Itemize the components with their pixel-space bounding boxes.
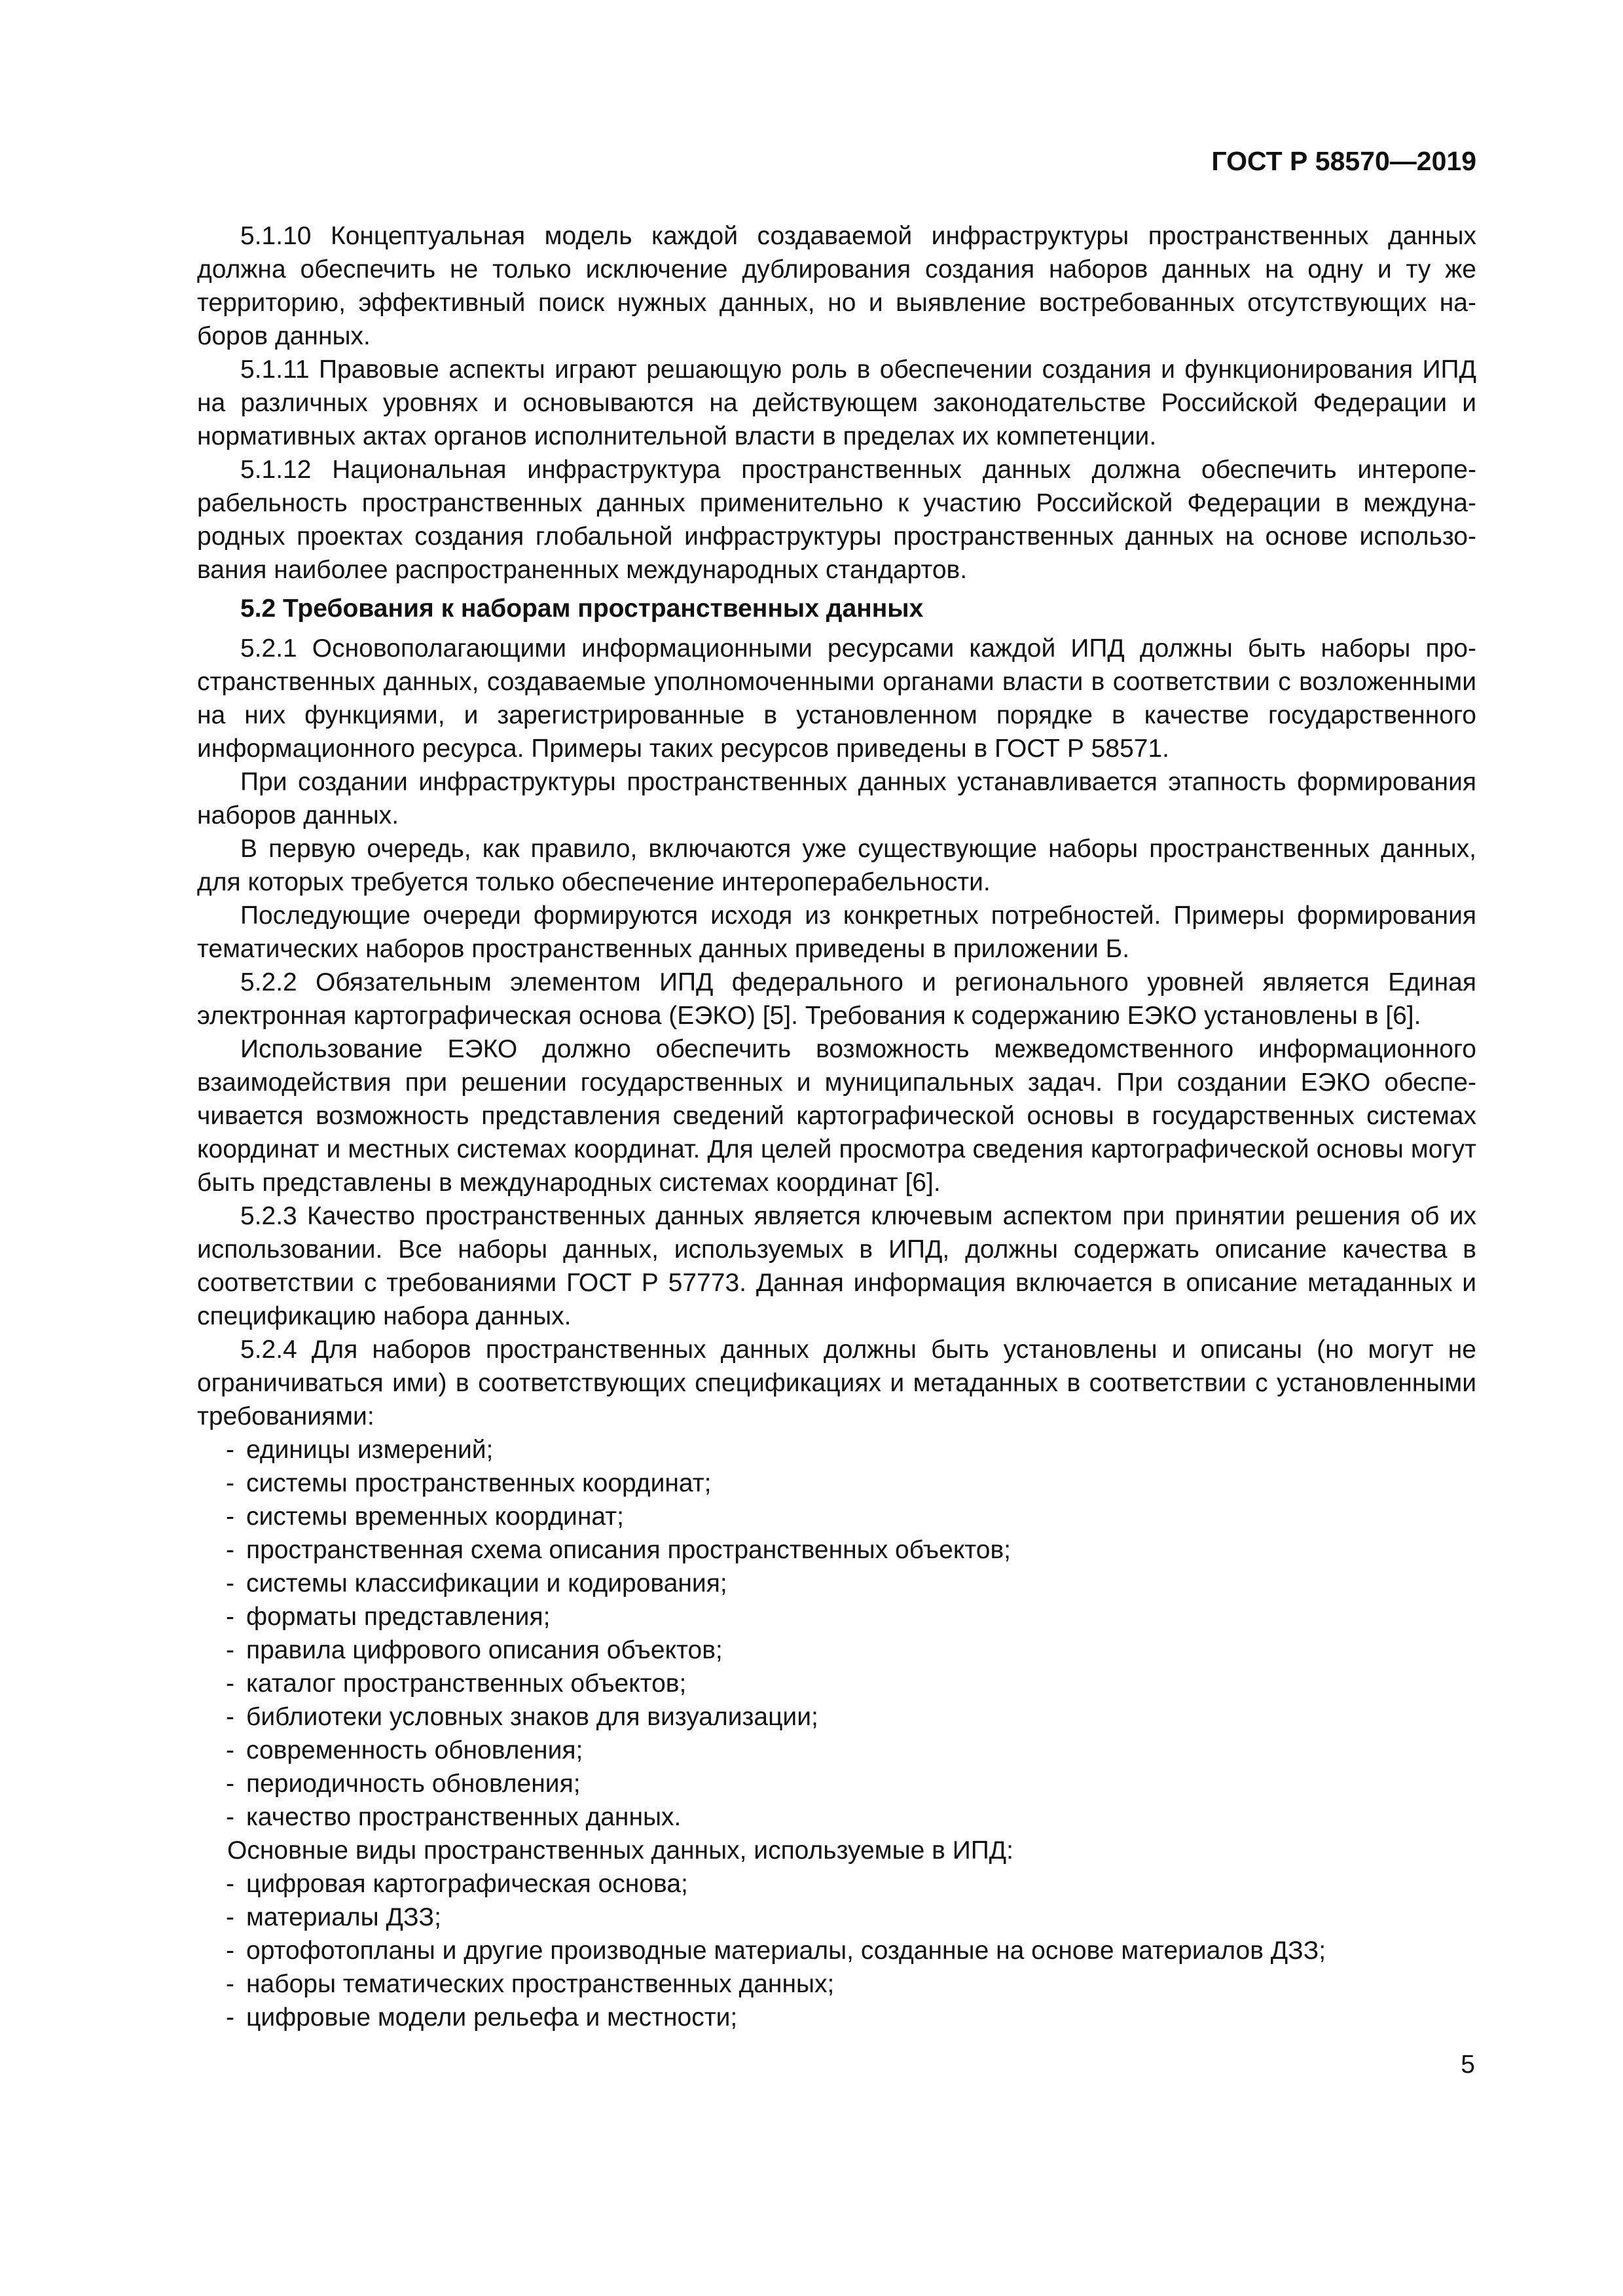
paragraph-5-1-12: 5.1.12 Национальная инфраструктура пространственных данных должна обеспечить интероперабельность пространственных данных применительно к участию Российской Федерации в международных проектах создания глобальной инфраструктуры пространственных данных на основе использования наиболее распространенных международных стандартов. [197,456,1476,584]
list-item: - пространственная схема описания пространственных объектов; [197,1533,1476,1567]
requirements-list [197,1433,1476,1834]
paragraph-5-2-2: 5.2.2 Обязательным элементом ИПД федерального и регионального уровней является Единая электронная картографическая основа (ЕЭКО) [5]. Требования к содержанию ЕЭКО установлены в [6]. [197,968,1476,1030]
list-item: - материалы ДЗЗ; [197,1901,1476,1934]
dash-bullet: - [226,1636,234,1664]
dash-bullet: - [226,1870,234,1898]
paragraph-5-2-4: 5.2.4 Для наборов пространственных данных должны быть установлены и описаны (но могут не ограничиваться ими) в соответствующих спецификациях и метаданных в соответствии с установленными требованиями: [197,1336,1476,1430]
list-item: - правила цифрового описания объектов; [197,1633,1476,1667]
list-item: - ортофотопланы и другие производные материалы, созданные на основе материалов ДЗЗ; [197,1934,1476,1967]
paragraph-5-2-1: 5.2.1 Основополагающими информационными ресурсами каждой ИПД должны быть наборы пространственных данных, создаваемые уполномоченными органами власти в соответствии с возложенными на них функциями, и зарегистрированные в установленном порядке в качестве государственного информационного ресурса. Примеры таких ресурсов приведены в ГОСТ Р 58571. [197,634,1476,763]
dash-bullet: - [226,1669,234,1698]
document-number-header: ГОСТ Р 58570—2019 [1211,146,1476,176]
page-number: 5 [1461,2050,1475,2079]
list-item: - системы временных координат; [197,1500,1476,1533]
list-item: - цифровые модели рельефа и местности; [197,2001,1476,2034]
paragraph-data-types-intro: Основные виды пространственных данных, используемые в ИПД: [227,1836,1014,1865]
dash-bullet: - [226,1503,234,1531]
list-item: - наборы тематических пространственных данных; [197,1967,1476,2001]
paragraph-5-2-3: 5.2.3 Качество пространственных данных является ключевым аспектом при принятии решения об их использовании. Все наборы данных, используемых в ИПД, должны содержать описание качества в соответствии с требованиями ГОСТ Р 57773. Данная информация включается в описание метаданных и спецификацию набора данных. [197,1202,1476,1330]
list-item: - каталог пространственных объектов; [197,1667,1476,1700]
list-item: - системы классификации и кодирования; [197,1567,1476,1600]
paragraph-5-1-10: 5.1.10 Концептуальная модель каждой создаваемой инфраструктуры пространственных данных должна обеспечить не только исключение дублирования создания наборов данных на одну и ту же территорию, эффективный поиск нужных данных, но и выявление востребованных отсутствующих наборов данных. [197,222,1476,350]
section-heading-5-2: 5.2 Требования к наборам пространственных данных [240,594,924,623]
paragraph-5-1-11: 5.1.11 Правовые аспекты играют решающую роль в обеспечении создания и функционирования ИПД на различных уровнях и основываются на действующем законодательстве Российской Федерации и нормативных актах органов исполнительной власти в пределах их компетенции. [197,355,1476,450]
data-types-list [197,1867,1476,2034]
list-item: - системы пространственных координат; [197,1467,1476,1500]
dash-bullet: - [226,1803,234,1831]
list-item: - библиотеки условных знаков для визуализации; [197,1700,1476,1734]
paragraph-staging: При создании инфраструктуры пространственных данных устанавливается этапность формирования наборов данных. [197,768,1476,829]
paragraph-first-stage: В первую очередь, как правило, включаются уже существующие наборы пространственных данных, для которых требуется только обеспечение интероперабельности. [197,835,1476,896]
dash-bullet: - [226,1736,234,1764]
list-item: - форматы представления; [197,1600,1476,1633]
list-item: - качество пространственных данных. [197,1800,1476,1834]
dash-bullet: - [226,1937,234,1965]
dash-bullet: - [226,1703,234,1731]
list-item: - современность обновления; [197,1734,1476,1767]
list-item: - периодичность обновления; [197,1767,1476,1800]
dash-bullet: - [226,1970,234,1998]
dash-bullet: - [226,1536,234,1564]
list-item: - цифровая картографическая основа; [197,1867,1476,1901]
dash-bullet: - [226,1603,234,1631]
dash-bullet: - [226,1569,234,1597]
dash-bullet: - [226,1469,234,1497]
paragraph-eeko-usage: Использование ЕЭКО должно обеспечить возможность межведомственного информационного взаимодействия при решении государственных и муниципальных задач. При создании ЕЭКО обеспечивается возможность представления сведений картографической основы в государственных системах координат и местных системах координат. Для целей просмотра сведения картографической основы могут быть представлены в международных системах координат [6]. [197,1035,1476,1197]
dash-bullet: - [226,1903,234,1931]
paragraph-next-stages: Последующие очереди формируются исходя из конкретных потребностей. Примеры формирования тематических наборов пространственных данных приведены в приложении Б. [197,902,1476,963]
dash-bullet: - [226,2003,234,2032]
page-body [197,219,1476,2034]
dash-bullet: - [226,1770,234,1798]
dash-bullet: - [226,1436,234,1464]
list-item: - единицы измерений; [197,1433,1476,1467]
